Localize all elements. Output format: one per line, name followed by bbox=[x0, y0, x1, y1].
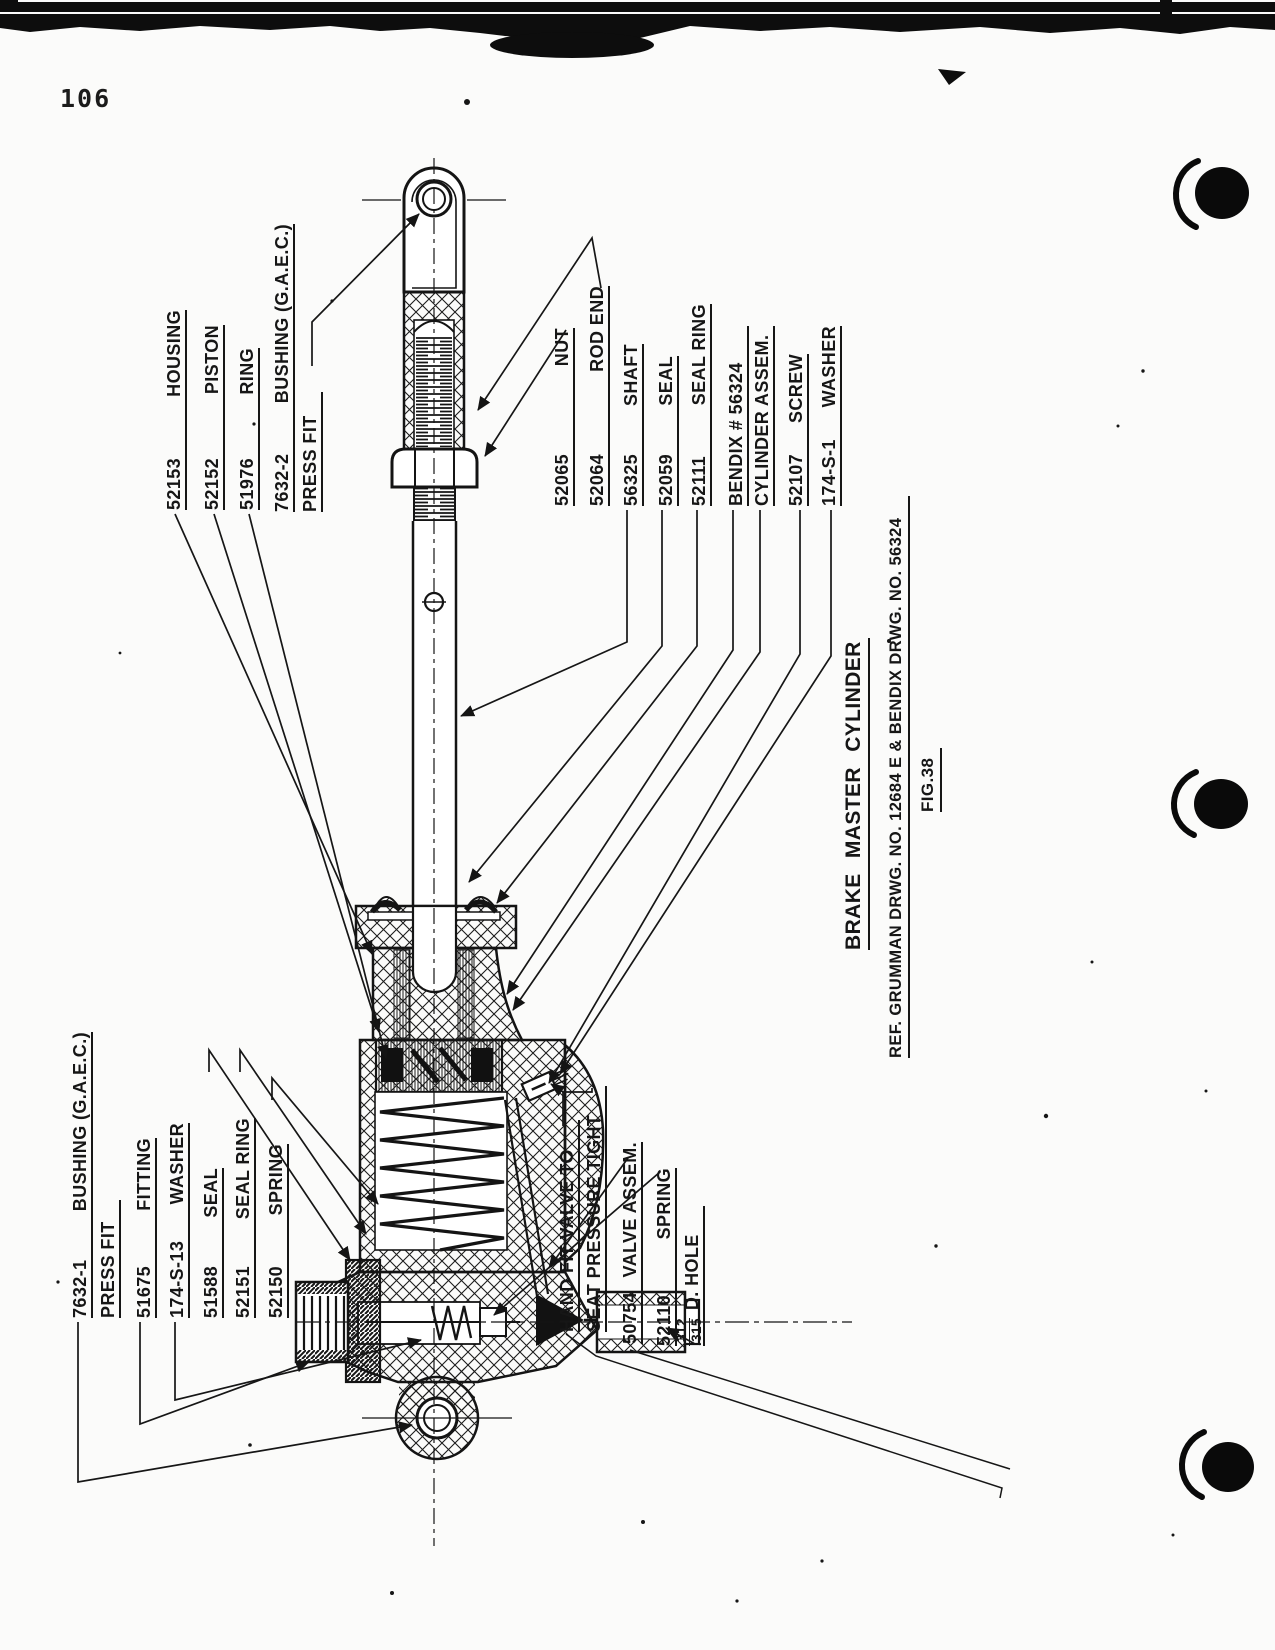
callout-bushing-upper-note bbox=[296, 392, 323, 512]
part-name: BUSHING (G.A.E.C.) bbox=[272, 224, 292, 404]
hole-diameter-upper: .312 bbox=[673, 1318, 689, 1346]
callout-hand-fit-line2 bbox=[580, 1086, 607, 1332]
callout-housing bbox=[160, 310, 187, 510]
part-name: D. HOLE bbox=[682, 1234, 702, 1311]
part-number: 52110 bbox=[654, 1294, 674, 1346]
part-name: BUSHING (G.A.E.C.) bbox=[70, 1032, 90, 1212]
part-name: ROD END bbox=[587, 286, 607, 372]
callout-valve-assembly bbox=[616, 1142, 643, 1344]
part-name: RING bbox=[237, 348, 257, 395]
part-number: 52107 bbox=[786, 453, 806, 506]
part-name: SPRING bbox=[266, 1144, 286, 1216]
part-number: 174-S-13 bbox=[167, 1240, 187, 1318]
callout-piston bbox=[198, 325, 225, 510]
page-number: 106 bbox=[60, 84, 112, 113]
part-name: SPRING bbox=[654, 1168, 674, 1240]
fit-note: PRESS FIT bbox=[98, 1221, 118, 1318]
callout-washer-upper bbox=[815, 326, 842, 506]
figure-title-text: BRAKE MASTER CYLINDER bbox=[842, 641, 865, 950]
figure-number-text: FIG.38 bbox=[918, 757, 937, 812]
figure-number bbox=[916, 748, 942, 812]
part-number: 52151 bbox=[233, 1265, 253, 1318]
part-name: PISTON bbox=[202, 325, 222, 395]
instruction-text: HAND FIT VALVE TO bbox=[557, 1149, 577, 1332]
scan-top-band bbox=[0, 0, 1275, 85]
valve-end-body bbox=[338, 1272, 699, 1382]
part-name: SEAL RING bbox=[689, 304, 709, 406]
part-name: SEAL RING bbox=[233, 1118, 253, 1220]
callout-screw bbox=[782, 354, 809, 506]
callout-rod-end bbox=[583, 286, 610, 506]
part-number: 51976 bbox=[237, 457, 257, 510]
part-number: 50754 bbox=[620, 1291, 640, 1344]
part-name: CYLINDER ASSEM. bbox=[752, 334, 772, 506]
instruction-text: SEAT PRESSURE TIGHT bbox=[584, 1114, 604, 1332]
part-name: HOUSING bbox=[164, 310, 184, 397]
figure-title bbox=[838, 638, 870, 950]
callout-shaft bbox=[617, 344, 644, 506]
figure-reference bbox=[882, 496, 910, 1058]
part-name: WASHER bbox=[819, 326, 839, 408]
part-number: 51588 bbox=[201, 1265, 221, 1318]
callout-seal-lower bbox=[197, 1168, 224, 1318]
part-number: 52152 bbox=[202, 457, 222, 510]
part-name: SHAFT bbox=[621, 344, 641, 406]
part-name: SEAL bbox=[656, 356, 676, 406]
part-name: VALVE ASSEM. bbox=[620, 1142, 640, 1278]
inlet-fitting bbox=[296, 1260, 380, 1382]
ink-arrow-artifact bbox=[938, 69, 966, 85]
figure-reference-text: REF. GRUMMAN DRWG. NO. 12684 E & BENDIX DRWG. NO. 56324 bbox=[887, 517, 905, 1058]
part-number: 52065 bbox=[552, 453, 572, 506]
callout-cylinder-assembly-line1 bbox=[722, 326, 749, 506]
callout-hand-fit-line1 bbox=[553, 1120, 580, 1332]
callout-bushing-lower bbox=[66, 1032, 93, 1318]
part-number: 174-S-1 bbox=[819, 439, 839, 506]
hole-diameter-lower: .315 bbox=[688, 1318, 704, 1346]
part-name: SCREW bbox=[786, 354, 806, 423]
part-number: 51675 bbox=[134, 1265, 154, 1318]
part-number: 52059 bbox=[656, 453, 676, 506]
part-number: 52153 bbox=[164, 457, 184, 510]
fit-note: PRESS FIT bbox=[300, 415, 320, 512]
part-number: 52111 bbox=[689, 455, 709, 506]
bore-lining-left bbox=[394, 950, 410, 1038]
callout-ring bbox=[233, 348, 260, 510]
piston-seal-right bbox=[471, 1048, 493, 1082]
callout-seal-upper bbox=[652, 356, 679, 506]
callout-spring-lower bbox=[262, 1144, 289, 1318]
part-name: SEAL bbox=[201, 1168, 221, 1218]
callout-cylinder-assembly-line2 bbox=[748, 326, 775, 506]
housing-body bbox=[356, 897, 522, 1040]
part-name: WASHER bbox=[167, 1123, 187, 1205]
part-name: FITTING bbox=[134, 1138, 154, 1211]
callout-seal-ring-upper bbox=[685, 304, 712, 506]
callout-washer-lower bbox=[163, 1123, 190, 1318]
callout-bushing-upper bbox=[268, 224, 295, 512]
paper-specks bbox=[56, 99, 1207, 1603]
part-number: 52064 bbox=[587, 453, 607, 506]
part-number: 56325 bbox=[621, 453, 641, 506]
callout-bushing-lower-note bbox=[94, 1200, 121, 1318]
callout-fitting bbox=[130, 1138, 157, 1318]
callout-drill-hole bbox=[673, 1206, 705, 1346]
punch-hole-marks bbox=[1174, 161, 1254, 1497]
part-name: NUT bbox=[552, 328, 572, 367]
callout-nut bbox=[548, 328, 575, 506]
part-number: 52150 bbox=[266, 1265, 286, 1318]
bore-lining-right bbox=[458, 950, 474, 1038]
part-number: 7632-2 bbox=[272, 453, 292, 512]
mounting-eye bbox=[396, 1368, 478, 1459]
part-number: 7632-1 bbox=[70, 1259, 90, 1318]
hole-diameter-fraction bbox=[675, 1318, 704, 1346]
callout-seal-ring-lower bbox=[229, 1118, 256, 1318]
part-name: BENDIX # 56324 bbox=[726, 362, 746, 506]
